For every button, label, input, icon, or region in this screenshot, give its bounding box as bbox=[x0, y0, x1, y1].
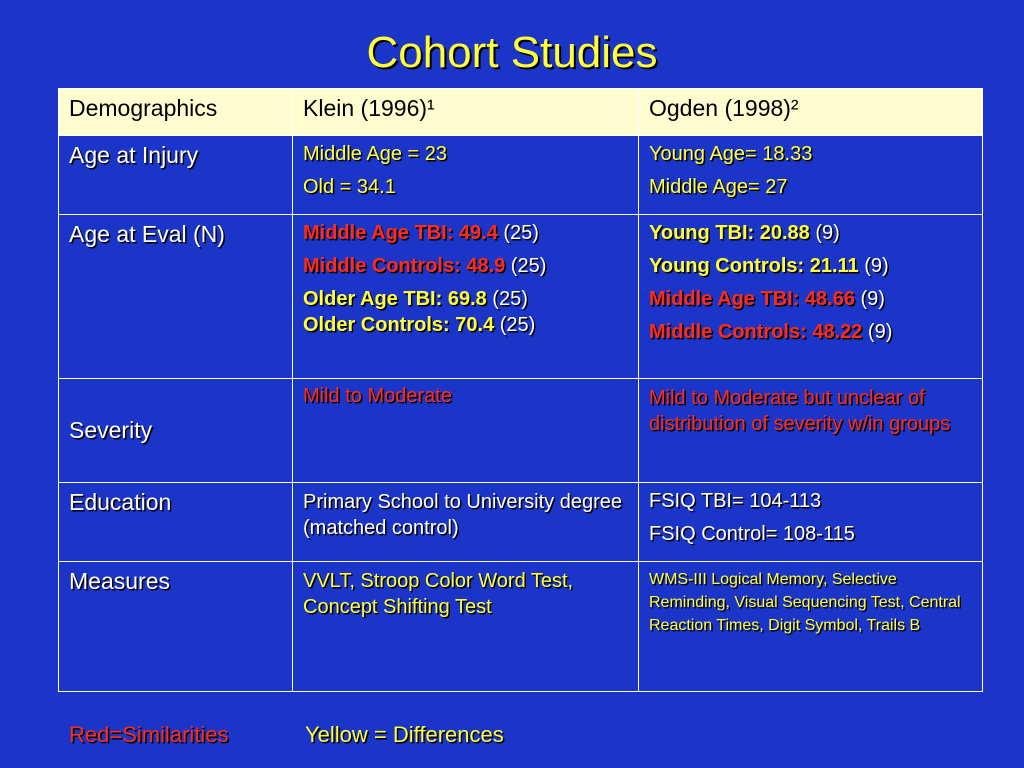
klein-measures: VVLT, Stroop Color Word Test, Concept Shifting Test bbox=[293, 562, 639, 692]
ogden-eval-line1: Young TBI: 20.88 bbox=[649, 222, 810, 244]
klein-eval-line1: Middle Age TBI: 49.4 bbox=[303, 222, 498, 244]
cell-line: Middle Age= 27 bbox=[649, 176, 788, 198]
ogden-eval-line4: Middle Controls: 48.22 bbox=[649, 321, 863, 343]
klein-eval-n1: (25) bbox=[497, 222, 539, 244]
klein-eval-line3: Older Age TBI: 69.8 bbox=[303, 288, 487, 310]
ogden-age-eval bbox=[639, 215, 983, 379]
cohort-table bbox=[58, 88, 983, 692]
row-label-age-injury: Age at Injury bbox=[59, 136, 293, 215]
klein-eval-line2: Middle Controls: 48.9 bbox=[303, 255, 506, 277]
ogden-eval-line3: Middle Age TBI: 48.66 bbox=[649, 288, 855, 310]
ogden-age-injury bbox=[639, 136, 983, 215]
table-row bbox=[59, 562, 983, 692]
legend-yellow: Yellow = Differences bbox=[305, 722, 504, 747]
klein-severity: Mild to Moderate bbox=[293, 379, 639, 483]
klein-eval-n2: (25) bbox=[505, 255, 547, 277]
klein-age-injury bbox=[293, 136, 639, 215]
ogden-eval-n2: (9) bbox=[858, 255, 889, 277]
ogden-eval-n4: (9) bbox=[862, 321, 893, 343]
table-row bbox=[59, 215, 983, 379]
cell-line: Middle Age = 23 bbox=[303, 143, 447, 165]
row-label-measures: Measures bbox=[59, 562, 293, 692]
klein-education: Primary School to University degree (matched control) bbox=[293, 483, 639, 562]
table-row bbox=[59, 483, 983, 562]
cell-line: FSIQ Control= 108-115 bbox=[649, 523, 855, 545]
ogden-eval-line2: Young Controls: 21.11 bbox=[649, 255, 859, 277]
row-label-education: Education bbox=[59, 483, 293, 562]
klein-eval-n4: (25) bbox=[494, 314, 536, 336]
cell-line: FSIQ TBI= 104-113 bbox=[649, 490, 822, 512]
ogden-education bbox=[639, 483, 983, 562]
header-demographics: Demographics bbox=[59, 89, 293, 136]
table-row bbox=[59, 379, 983, 483]
slide-title: Cohort Studies bbox=[366, 28, 658, 77]
ogden-measures: WMS-III Logical Memory, Selective Reminding, Visual Sequencing Test, Central Reaction Times, Digit Symbol, Trails B bbox=[639, 562, 983, 692]
header-klein: Klein (1996)¹ bbox=[293, 89, 639, 136]
cell-line: Young Age= 18.33 bbox=[649, 143, 813, 165]
header-row bbox=[59, 89, 983, 136]
klein-age-eval bbox=[293, 215, 639, 379]
ogden-eval-n3: (9) bbox=[854, 288, 885, 310]
klein-eval-n3: (25) bbox=[486, 288, 528, 310]
table-row bbox=[59, 136, 983, 215]
cell-line: Old = 34.1 bbox=[303, 176, 396, 198]
row-label-age-eval: Age at Eval (N) bbox=[59, 215, 293, 379]
header-ogden: Ogden (1998)² bbox=[639, 89, 983, 136]
row-label-severity: Severity bbox=[59, 379, 293, 483]
ogden-eval-n1: (9) bbox=[809, 222, 840, 244]
ogden-severity: Mild to Moderate but unclear of distribution of severity w/in groups bbox=[639, 379, 983, 483]
legend-red: Red=Similarities bbox=[69, 722, 229, 747]
klein-eval-line4: Older Controls: 70.4 bbox=[303, 314, 495, 336]
